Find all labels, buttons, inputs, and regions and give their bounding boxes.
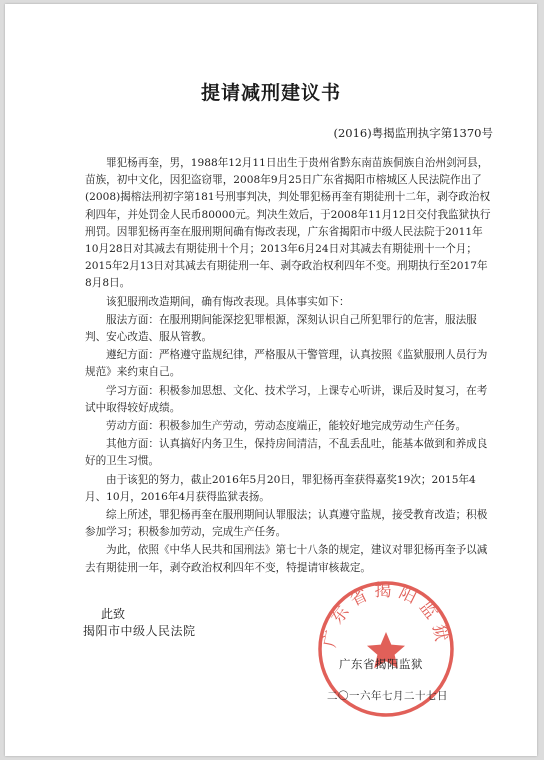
sender-name: 广东省揭阳监狱 [339, 657, 423, 671]
document-date: 二〇一六年七月二十七日 [327, 690, 448, 702]
paragraph-labor: 劳动方面：积极参加生产劳动，劳动态度端正，能较好地完成劳动生产任务。 [106, 420, 467, 433]
recipient-court: 揭阳市中级人民法院 [83, 624, 196, 638]
paragraph-study: 学习方面：积极参加思想、文化、技术学习，上课专心听讲，课后及时复习，在考试中取得较好成绩。 [85, 384, 488, 414]
paragraph-case-summary: 罪犯杨再奎，男，1988年12月11日出生于贵州省黔东南苗族侗族自治州剑河县，苗族，初中文化，因犯盗窃罪，2008年9月25日广东省揭阳市榕城区人民法院作出了(2008)揭榕法刑初字第181号刑事判决，判处罪犯杨再奎有期徒刑十二年，剥夺政治权利四年，并处罚金人民币80000元。判决生效后，于2008年11月12日交付我监狱执行刑罚。因罪犯杨再奎在服刑期间确有悔改表现，广东省揭阳市中级人民法院于2011年10月28日对其减去有期徒刑十个月；2013年6月24日对其减去有期徒刑十一个月；2015年2月13日对其减去有期徒刑一年、剥夺政治权利四年不变。刑期执行至2017年8月8日。 [85, 157, 491, 290]
salutation: 此致 [101, 607, 126, 621]
paragraph-other: 其他方面：认真搞好内务卫生，保持房间清洁，不乱丢乱吐，能基本做到和养成良好的卫生习惯。 [85, 438, 488, 468]
paragraph-recommendation: 为此，依照《中华人民共和国刑法》第七十八条的规定，建议对罪犯杨再奎予以减去有期徒刑一年，剥夺政治权利四年不变，特提请审核裁定。 [85, 544, 488, 574]
paragraph-discipline: 遵纪方面：严格遵守监规纪律，严格服从干警管理，认真按照《监狱服刑人员行为规范》来约束自己。 [85, 349, 488, 379]
paragraph-awards: 由于该犯的努力，截止2016年5月20日，罪犯杨再奎获得嘉奖19次；2015年4月、10月，2016年4月获得监狱表扬。 [85, 473, 476, 503]
document-number: (2016)粤揭监刑执字第1370号 [333, 126, 493, 140]
document-body [85, 155, 491, 577]
document-title: 提请减刑建议书 [200, 82, 341, 104]
document-page [5, 4, 537, 756]
paragraph-conclusion: 综上所述，罪犯杨再奎在服刑期间认罪服法；认真遵守监规，接受教育改造；积极参加学习；积极参加劳动，完成生产任务。 [85, 509, 488, 539]
seal-arc-text: 广东省揭阳监狱 [319, 581, 453, 649]
paragraph-intro: 该犯服刑改造期间，确有悔改表现。具体事实如下： [106, 295, 350, 308]
paragraph-law-abiding: 服法方面：在服刑期间能深挖犯罪根源，深刻认识自己所犯罪行的危害，服法服判、安心改造、服从管教。 [85, 313, 477, 344]
